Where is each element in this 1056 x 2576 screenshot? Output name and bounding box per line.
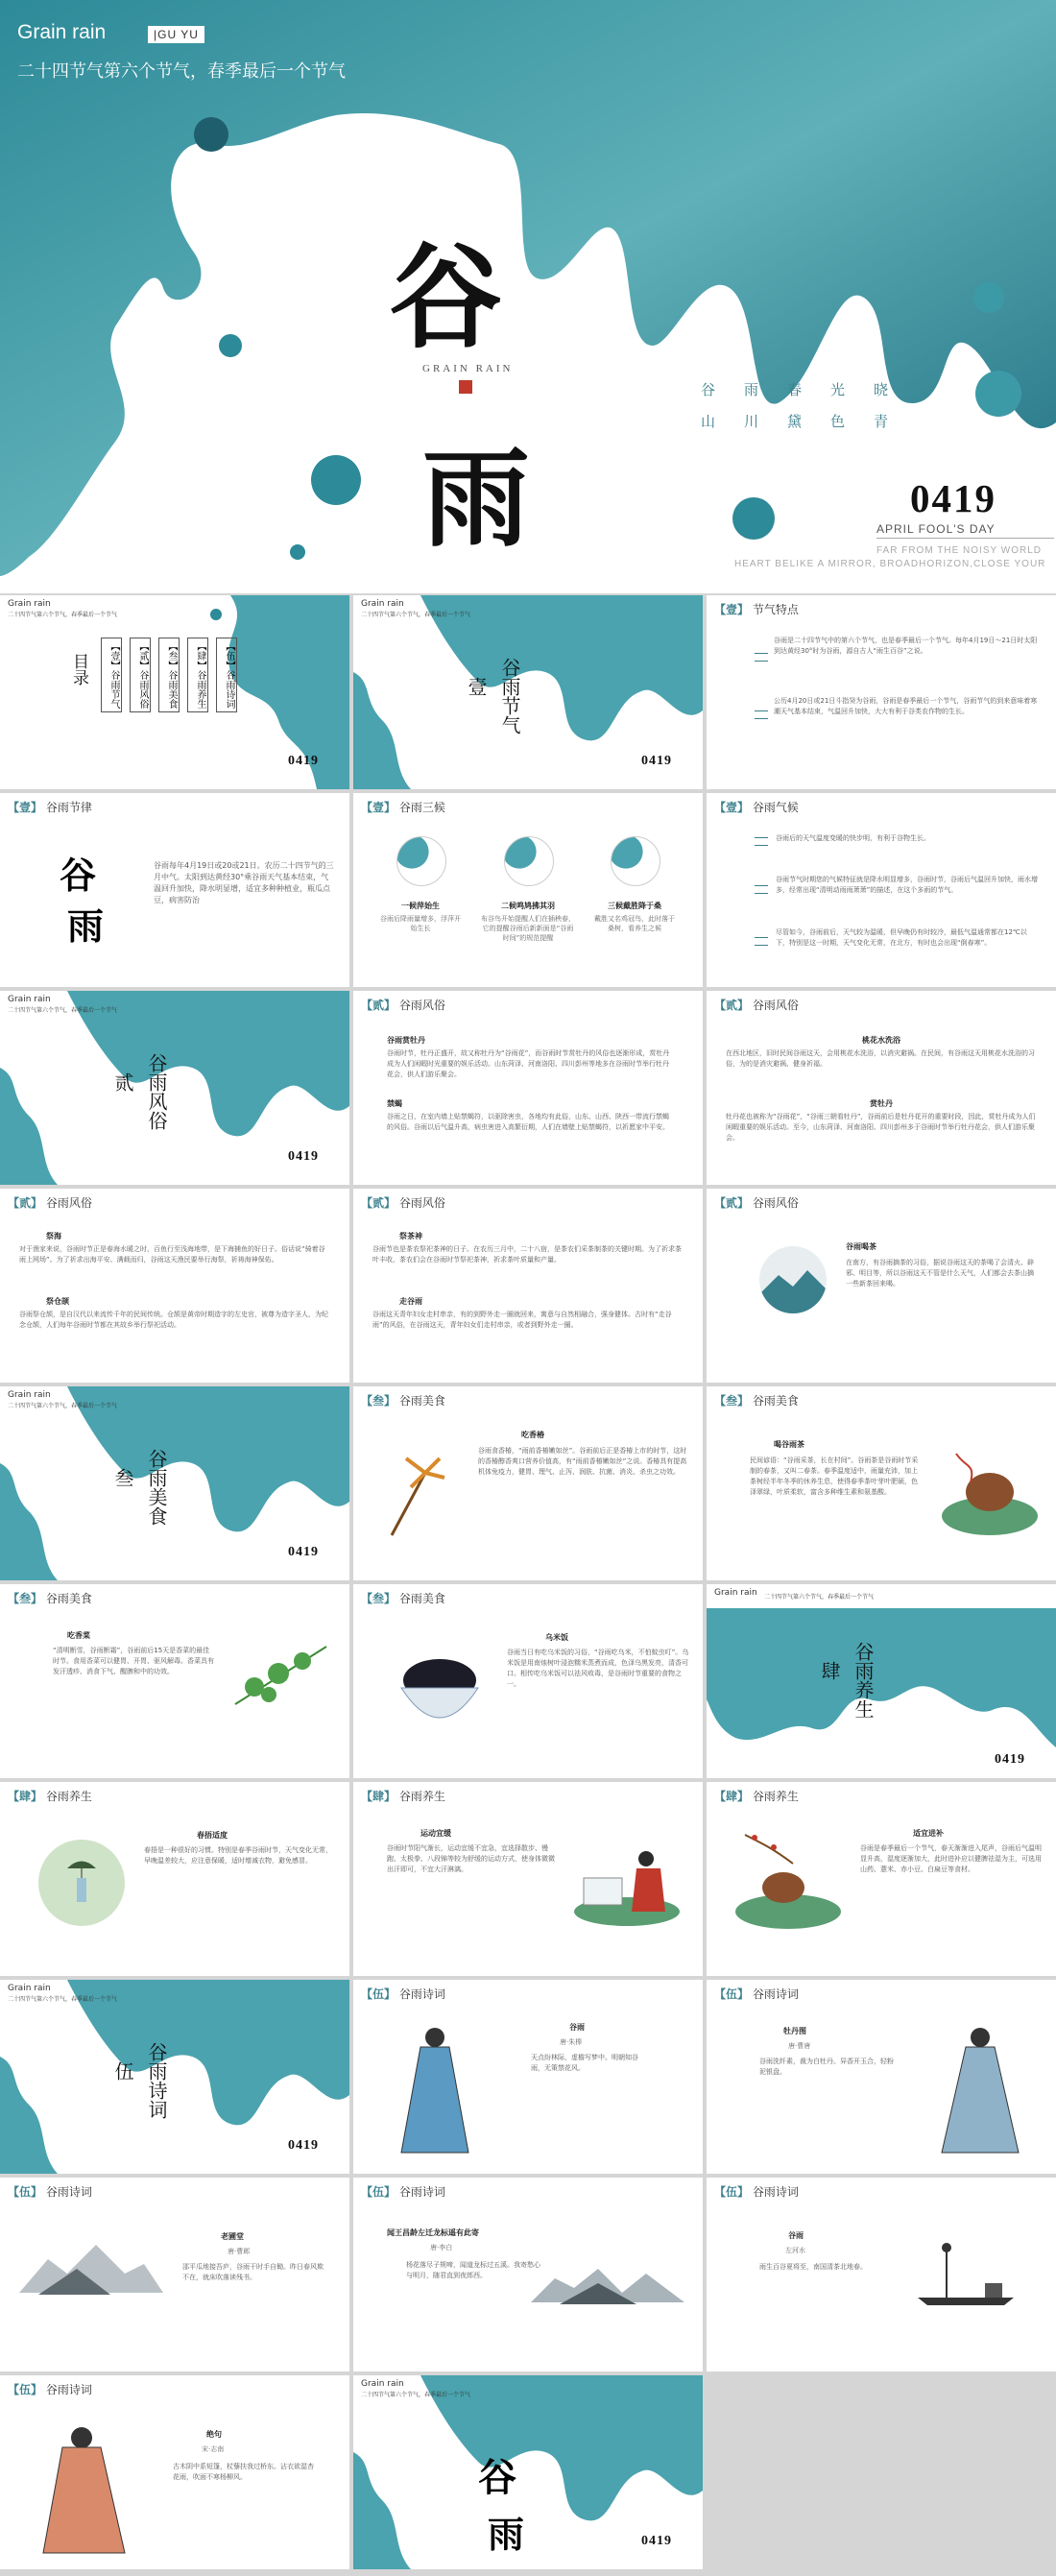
heading-number: 【伍】 bbox=[361, 2185, 396, 2199]
heading-title: 谷雨诗词 bbox=[398, 2185, 445, 2199]
toc-item-2[interactable]: 【贰】谷雨风俗 bbox=[130, 638, 151, 712]
custom-1-title: 桃花水洗浴 bbox=[862, 1036, 900, 1045]
custom-1-title: 祭海 bbox=[46, 1232, 61, 1240]
toc-title: 目录 bbox=[69, 653, 88, 686]
heading-title: 谷雨诗词 bbox=[398, 1987, 445, 2001]
phase-3-image bbox=[611, 836, 660, 886]
poem-author: 唐·李白 bbox=[430, 2244, 453, 2251]
slide-heading bbox=[361, 997, 445, 1013]
section-number: 贰 bbox=[111, 1072, 134, 1092]
heading-title: 节气特点 bbox=[752, 603, 799, 616]
slide-heading bbox=[714, 1788, 799, 1804]
phase-2-text: 布谷鸟开始提醒人们在插秧春，它的提醒谷雨后新新面是“谷雨时间”的规范提醒 bbox=[481, 915, 575, 942]
section-number: 肆 bbox=[818, 1661, 841, 1680]
rhythm-paragraph: 谷雨每年4月19日或20或21日。农历二十四节气的三月中气。太阳到达黄经30°乘谷雨天气基本结束，气温回升加快，降水明显增，适宜多种种植业，瓶瓜点豆，病害防治 bbox=[154, 861, 334, 904]
divider-line bbox=[876, 538, 1054, 539]
slide-section-5[interactable] bbox=[0, 1980, 349, 2174]
slide-date: 0419 bbox=[288, 754, 319, 768]
health-text: 谷雨时节阳气渐长，运动宜缓不宜急，宜选择散步、慢跑、太极拳、八段锦等较为舒缓的运动方式，使身体微微出汗即可，不宜大汗淋漓。 bbox=[387, 1844, 555, 1873]
slide-heading bbox=[8, 1194, 92, 1211]
food-title: 乌米饭 bbox=[545, 1633, 568, 1642]
heading-number: 【叁】 bbox=[361, 1592, 396, 1605]
bullet-lines-icon bbox=[755, 653, 768, 662]
section-number: 叁 bbox=[111, 1468, 134, 1487]
slide-customs-5[interactable] bbox=[707, 1189, 1056, 1383]
poem-title: 老圃堂 bbox=[221, 2232, 244, 2241]
slide-heading bbox=[714, 1194, 799, 1211]
poem-title: 谷雨 bbox=[788, 2231, 804, 2240]
slide-poem-3[interactable] bbox=[0, 2178, 349, 2371]
poem-title: 牡丹图 bbox=[783, 2027, 806, 2035]
heading-title: 谷雨节律 bbox=[45, 801, 92, 814]
section-title: 谷雨诗词 bbox=[145, 2042, 168, 2119]
mini-brand-title: Grain rain bbox=[714, 1588, 757, 1598]
slide-health-3[interactable] bbox=[707, 1782, 1056, 1976]
heading-title: 谷雨风俗 bbox=[45, 1196, 92, 1210]
heading-number: 【伍】 bbox=[714, 1987, 750, 2001]
health-text: 谷雨是春季最后一个节气，春天渐渐进入尾声，谷雨后气温明显升高，湿度逐渐加大，此时进补应以健脾祛湿为主，可选用山药、薏米、赤小豆、白扁豆等食材。 bbox=[860, 1844, 1042, 1873]
section-number: 伍 bbox=[111, 2061, 134, 2081]
poem-line-2: 山川黛色青 bbox=[701, 413, 918, 430]
character-yu: 雨 bbox=[67, 904, 105, 948]
heading-number: 【伍】 bbox=[8, 2383, 43, 2396]
slide-heading bbox=[8, 1590, 92, 1606]
heading-number: 【贰】 bbox=[361, 999, 396, 1012]
mini-subtitle: 二十四节气第六个节气，春季最后一个节气 bbox=[8, 612, 118, 618]
cover-subtitle: 二十四节气第六个节气，春季最后一个节气 bbox=[17, 61, 346, 82]
section-title: 谷雨节气 bbox=[498, 658, 521, 734]
cover-character-yu: 雨 bbox=[422, 436, 530, 562]
slide-heading bbox=[8, 799, 92, 815]
red-seal-stamp bbox=[459, 380, 472, 394]
food-text: 谷雨当日有吃乌米饭的习俗，“谷雨吃乌米，不怕蚊虫叮”。乌米饭是用南烛树叶浸泡糯米蒸煮而成，色泽乌黑发亮，清香可口。相传吃乌米饭可以祛风败毒，是谷雨时节重要的食物之一。 bbox=[507, 1649, 689, 1688]
slide-heading bbox=[8, 1788, 92, 1804]
mini-brand-title: Grain rain bbox=[361, 599, 404, 609]
cover-english-title: GRAIN RAIN bbox=[422, 363, 514, 374]
poem-author: 左河水 bbox=[785, 2247, 805, 2254]
cover-tagline-1: FAR FROM THE NOISY WORLD bbox=[876, 545, 1042, 556]
health-title: 运动宜缓 bbox=[420, 1829, 451, 1838]
poem-author: 唐·曹邺 bbox=[228, 2248, 251, 2255]
heading-number: 【伍】 bbox=[8, 2185, 43, 2199]
slide-section-2[interactable] bbox=[0, 991, 349, 1185]
slide-date: 0419 bbox=[288, 1545, 319, 1559]
mini-subtitle: 二十四节气第六个节气，春季最后一个节气 bbox=[764, 1594, 875, 1601]
food-title: 喝谷雨茶 bbox=[774, 1440, 804, 1449]
slide-customs-4[interactable] bbox=[353, 1189, 703, 1383]
heading-title: 谷雨养生 bbox=[752, 1790, 799, 1803]
poem-text: 邵平瓜地接吾庐，谷雨干时手自锄。昨日春风欺不在，就床吹落读残书。 bbox=[182, 2263, 324, 2281]
heading-title: 谷雨风俗 bbox=[398, 999, 445, 1012]
health-text: 春捂是一种很好的习惯。特别是春季谷雨时节，天气变化无常，早晚温差较大，应注意保暖，适时增减衣物，避免感冒。 bbox=[144, 1846, 332, 1865]
slide-customs-3[interactable] bbox=[0, 1189, 349, 1383]
slide-heading bbox=[8, 2381, 92, 2397]
slide-heading bbox=[361, 1788, 445, 1804]
heading-title: 谷雨诗词 bbox=[45, 2185, 92, 2199]
phase-3-title: 三候戴胜降于桑 bbox=[608, 902, 661, 910]
cover-character-gu: 谷 bbox=[389, 230, 503, 364]
toc-item-3[interactable]: 【叁】谷雨美食 bbox=[158, 638, 180, 712]
slide-heading bbox=[361, 1194, 445, 1211]
heading-number: 【壹】 bbox=[714, 801, 750, 814]
custom-1-title: 谷雨赏牡丹 bbox=[387, 1036, 425, 1045]
slide-heading bbox=[361, 2183, 445, 2200]
custom-1-text: 谷雨时节，牡丹正盛开，故又称牡丹为“谷雨花”，而谷雨时节赏牡丹的风俗也逐渐形成，赏牡丹成为人们闲暇时光重要的娱乐活动。山东菏泽、河南洛阳、四川彭州等地多在谷雨时节举行牡丹花会，供人们游乐聚会。 bbox=[387, 1049, 670, 1078]
slide-heading bbox=[361, 1590, 445, 1606]
heading-title: 谷雨风俗 bbox=[752, 999, 799, 1012]
custom-2-text: 谷雨祭仓颉，是自汉代以来流传千年的民间传统。仓颉是黄帝时期造字的左史官，被尊为造字圣人，为纪念仓颉，人们每年谷雨时节都在其故乡举行祭祀活动。 bbox=[19, 1311, 328, 1329]
paragraph-2: 公历4月20日或21日斗指癸为谷雨，谷雨是春季最后一个节气，谷雨节气的到来意味着寒潮天气基本结束，气温回升加快，大大有利于谷类农作物的生长。 bbox=[774, 697, 1038, 715]
custom-1-text: 对于渔家来说，谷雨时节正是春海水暖之时，百鱼行至浅海地带，是下海捕鱼的好日子。俗话说“骑着谷雨上网场”。为了祈求出海平安、满载而归，谷雨这天渔民要举行海祭，祈祷海神保佑。 bbox=[19, 1245, 325, 1264]
climate-paragraph-1: 谷雨后的天气温度变暖的快步明，有利于谷物生长。 bbox=[776, 834, 930, 842]
slide-jieqi-rhythm[interactable] bbox=[0, 793, 349, 987]
mini-subtitle: 二十四节气第六个节气，春季最后一个节气 bbox=[361, 612, 471, 618]
heading-number: 【叁】 bbox=[8, 1592, 43, 1605]
slide-poem-5[interactable] bbox=[707, 2178, 1056, 2371]
section-title: 谷雨美食 bbox=[145, 1449, 168, 1526]
boatman-image bbox=[908, 2230, 1033, 2317]
custom-2-text: 谷雨之日，在室内墙上贴禁蝎符，以驱除害虫，各地均有此俗，山东、山西、陕西一带流行禁蝎的风俗。谷雨以后气温升高，病虫害进入高繁衍期，人们在墙壁上贴禁蝎符，以祈愿家中平安。 bbox=[387, 1113, 669, 1131]
poem-line-1: 谷雨春光晓 bbox=[701, 381, 918, 398]
custom-2-title: 祭仓颉 bbox=[46, 1297, 69, 1306]
section-title: 谷雨风俗 bbox=[145, 1053, 168, 1130]
custom-2-text: 牡丹花也被称为“谷雨花”，“谷雨三朝看牡丹”，谷雨前后是牡丹花开的重要时段，因此，赏牡丹成为人们闲暇重要的娱乐活动。至今，山东菏泽、河南洛阳、四川彭州多于谷雨时节举行牡丹花会，供人们游乐聚会。 bbox=[726, 1113, 1036, 1142]
slide-heading bbox=[361, 1392, 445, 1408]
slide-food-4[interactable] bbox=[353, 1584, 703, 1778]
cover-date-english: APRIL FOOL'S DAY bbox=[876, 522, 996, 536]
coriander-image bbox=[226, 1637, 336, 1714]
brand-tag: |GU YU bbox=[148, 26, 204, 43]
bullet-lines-icon bbox=[755, 885, 768, 894]
black-rice-bowl-image bbox=[392, 1642, 488, 1738]
slide-climate[interactable] bbox=[707, 793, 1056, 987]
slide-section-1[interactable] bbox=[353, 595, 703, 789]
custom-1-title: 祭茶神 bbox=[399, 1232, 422, 1240]
poem-text: 天点纷林际，虚檐写梦中。明朝知谷雨，无策禁花风。 bbox=[531, 2054, 638, 2072]
slide-heading bbox=[714, 2183, 799, 2200]
slide-poem-2[interactable] bbox=[707, 1980, 1056, 2174]
poem-author: 宋·志南 bbox=[202, 2445, 225, 2453]
heading-number: 【肆】 bbox=[361, 1790, 396, 1803]
slide-section-3[interactable] bbox=[0, 1386, 349, 1580]
phase-1-image bbox=[396, 836, 446, 886]
toc-item-4[interactable]: 【肆】谷雨养生 bbox=[187, 638, 208, 712]
phase-2-image bbox=[504, 836, 554, 886]
cover-tagline-2: HEART BELIKE A MIRROR, BROADHORIZON,CLOSE YOUR bbox=[734, 559, 1046, 569]
slide-health-1[interactable] bbox=[0, 1782, 349, 1976]
phase-1-text: 谷雨后降雨量增多，浮萍开始生长 bbox=[380, 915, 461, 932]
heading-number: 【壹】 bbox=[714, 603, 750, 616]
teapot-image bbox=[937, 1434, 1043, 1540]
food-title: 吃香菜 bbox=[67, 1631, 90, 1640]
mini-subtitle: 二十四节气第六个节气，春季最后一个节气 bbox=[361, 2392, 471, 2398]
mini-brand-title: Grain rain bbox=[8, 599, 51, 609]
slide-customs-1[interactable] bbox=[353, 991, 703, 1185]
section-title: 谷雨养生 bbox=[852, 1642, 875, 1719]
slide-date: 0419 bbox=[995, 1752, 1025, 1767]
slide-customs-2[interactable] bbox=[707, 991, 1056, 1185]
heading-title: 谷雨美食 bbox=[398, 1394, 445, 1408]
heading-number: 【贰】 bbox=[714, 1196, 750, 1210]
slide-three-phases[interactable] bbox=[353, 793, 703, 987]
health-title: 春捂适度 bbox=[197, 1831, 228, 1840]
slide-heading bbox=[714, 1986, 799, 2002]
food-text: 谷雨食香椿，“雨前香椿嫩如丝”。谷雨前后正是香椿上市的时节，这时的香椿醇香爽口营养价值高，有“雨前香椿嫩如丝”之说。香椿具有提高机体免疫力，健胃、理气、止泻、润肤、抗菌、消炎、杀虫之功效。 bbox=[478, 1447, 687, 1476]
heading-number: 【贰】 bbox=[8, 1196, 43, 1210]
heading-number: 【伍】 bbox=[714, 2185, 750, 2199]
custom-text: 在南方，有谷雨摘茶的习俗，据说谷雨这天的茶喝了会清火、辟邪、明目等，所以谷雨这天不管是什么天气，人们都会去茶山摘一些新茶回来喝。 bbox=[846, 1259, 1034, 1288]
heading-title: 谷雨美食 bbox=[752, 1394, 799, 1408]
slide-date: 0419 bbox=[641, 2534, 672, 2548]
character-gu: 谷 bbox=[60, 854, 97, 897]
heading-number: 【叁】 bbox=[361, 1394, 396, 1408]
slide-date: 0419 bbox=[288, 1149, 319, 1164]
poem-text: 杨花落尽子规啼，闻道龙标过五溪。我寄愁心与明月，随君直到夜郎西。 bbox=[406, 2261, 540, 2279]
cover-date: 0419 bbox=[910, 476, 996, 520]
tea-landscape-image bbox=[759, 1246, 827, 1313]
poem-text: 谷雨洗纤素，裁为白牡丹。异香开玉合，轻粉泥银盘。 bbox=[759, 2058, 894, 2076]
heading-number: 【叁】 bbox=[714, 1394, 750, 1408]
scholar-figure-image bbox=[927, 2018, 1033, 2162]
custom-2-title: 走谷雨 bbox=[399, 1297, 422, 1306]
heading-number: 【壹】 bbox=[361, 801, 396, 814]
heading-title: 谷雨风俗 bbox=[398, 1196, 445, 1210]
slide-date: 0419 bbox=[288, 2138, 319, 2153]
slide-heading bbox=[714, 799, 799, 815]
health-title: 适宜进补 bbox=[913, 1829, 944, 1838]
custom-title: 谷雨喝茶 bbox=[846, 1242, 876, 1251]
custom-1-text: 在西北地区，旧时民间谷雨这天，会用桃花水洗浴，以消灾避祸。在民间，有谷雨这天用桃花水洗浴的习俗，为的是消灾避祸、健身祈福。 bbox=[726, 1049, 1035, 1068]
heading-title: 谷雨诗词 bbox=[752, 2185, 799, 2199]
ink-mountain-image bbox=[19, 2235, 163, 2302]
slide-heading bbox=[714, 601, 799, 617]
climate-paragraph-2: 谷雨节气时期您的气候特征就是降水明显增多，谷雨时节，谷雨后气温回升加快，雨水增多，经常出现“清明动雨雨萧萧”的描述，在这个多雨的节气。 bbox=[776, 876, 1038, 894]
brand-title: Grain rain bbox=[17, 21, 107, 43]
mini-subtitle: 二十四节气第六个节气，春季最后一个节气 bbox=[8, 1007, 118, 1014]
umbrella-girl-image bbox=[38, 1840, 125, 1926]
slide-heading bbox=[714, 997, 799, 1013]
phase-1-title: 一候萍始生 bbox=[401, 902, 440, 910]
mini-brand-title: Grain rain bbox=[361, 2379, 404, 2389]
poem-text: 古木阴中系短篷，杖藜扶我过桥东。沾衣欲湿杏花雨，吹面不寒杨柳风。 bbox=[173, 2463, 314, 2481]
heading-title: 谷雨养生 bbox=[398, 1790, 445, 1803]
heading-title: 谷雨美食 bbox=[398, 1592, 445, 1605]
custom-2-text: 谷雨这天青年妇女走村串亲，有的到野外走一圈就回来，寓意与自然相融合，强身健体。古时有“走谷雨”的风俗，在谷雨这天，青年妇女们走村串亲，或者到野外走一圈。 bbox=[372, 1311, 672, 1329]
poem-title: 闻王昌龄左迁龙标遥有此寄 bbox=[387, 2228, 479, 2237]
ink-mountain-image bbox=[531, 2254, 684, 2312]
teapot-branch-image bbox=[731, 1820, 846, 1936]
heading-title: 谷雨气候 bbox=[752, 801, 799, 814]
food-text: “清明断雪，谷雨断霜”，谷雨前后15天是香菜的最佳时节。食用香菜可以健胃、开胃、驱风解毒。香菜具有发汗透疹、消食下气、醒脾和中的功效。 bbox=[53, 1647, 214, 1675]
heading-title: 谷雨诗词 bbox=[45, 2383, 92, 2396]
poem-text: 雨生百谷夏将至，南国清茶北地春。 bbox=[759, 2263, 867, 2271]
painting-lady-image bbox=[569, 1835, 684, 1931]
heading-number: 【肆】 bbox=[8, 1790, 43, 1803]
heading-number: 【壹】 bbox=[8, 801, 43, 814]
bullet-lines-icon bbox=[755, 937, 768, 946]
closing-character-yu: 雨 bbox=[488, 2513, 525, 2556]
custom-2-title: 禁蝎 bbox=[387, 1099, 402, 1108]
mini-brand-title: Grain rain bbox=[8, 995, 51, 1004]
food-text: 民间谚语：“谷雨采茶，长在村间”。谷雨茶是谷雨时节采制的春茶，又叫二春茶。春季温度适中，雨量充沛，加上茶树经半年冬季的休养生息，使得春季茶叶芽叶肥硕，色泽翠绿，叶质柔软，富含多种维生素和氨基酸。 bbox=[750, 1457, 919, 1496]
toc-item-5[interactable]: 【伍】谷雨诗词 bbox=[216, 638, 237, 712]
slide-health-2[interactable] bbox=[353, 1782, 703, 1976]
poem-author: 唐·朱槔 bbox=[560, 2038, 583, 2046]
heading-title: 谷雨风俗 bbox=[752, 1196, 799, 1210]
slide-food-3[interactable] bbox=[0, 1584, 349, 1778]
slide-poem-1[interactable] bbox=[353, 1980, 703, 2174]
slide-jieqi-features[interactable] bbox=[707, 595, 1056, 789]
heading-number: 【贰】 bbox=[714, 999, 750, 1012]
scholar-figure-image bbox=[34, 2414, 130, 2558]
mini-brand-title: Grain rain bbox=[8, 1390, 51, 1400]
slide-food-1[interactable] bbox=[353, 1386, 703, 1580]
heading-number: 【肆】 bbox=[714, 1790, 750, 1803]
slide-poem-6[interactable] bbox=[0, 2375, 349, 2569]
phase-2-title: 二候鸣鸠拂其羽 bbox=[501, 902, 555, 910]
slide-food-2[interactable] bbox=[707, 1386, 1056, 1580]
slide-heading bbox=[8, 2183, 92, 2200]
mini-brand-title: Grain rain bbox=[8, 1984, 51, 1993]
slide-heading bbox=[361, 1986, 445, 2002]
custom-1-text: 谷雨节也是茶农祭祀茶神的日子。在农历三月中，二十八宿，是茶农们采茶制茶的关键时期。为了祈求茶叶丰收，茶农们会在谷雨时节祭祀茶神，祈求茶叶质量和产量。 bbox=[372, 1245, 682, 1264]
toon-sprout-image bbox=[382, 1454, 449, 1540]
heading-title: 谷雨养生 bbox=[45, 1790, 92, 1803]
poem-title: 谷雨 bbox=[569, 2023, 585, 2032]
slide-toc[interactable] bbox=[0, 595, 349, 789]
climate-paragraph-3: 尽管如今，谷雨前后，天气较为温暖，但早晚仍有时较冷，最低气温通常都在12℃以下，特别是这一时期，天气变化无常，在北方，有时也会出现“倒春寒”。 bbox=[776, 928, 1027, 947]
phase-3-text: 戴胜又名鸡冠鸟，此时落于桑树，看养生之候 bbox=[594, 915, 675, 932]
custom-2-title: 赏牡丹 bbox=[870, 1099, 893, 1108]
closing-character-gu: 谷 bbox=[478, 2455, 516, 2500]
scholar-figure-image bbox=[392, 2018, 478, 2162]
cover-slide bbox=[0, 0, 1056, 593]
mini-subtitle: 二十四节气第六个节气，春季最后一个节气 bbox=[8, 1996, 118, 2003]
food-title: 吃香椿 bbox=[521, 1431, 544, 1439]
bullet-lines-icon bbox=[755, 710, 768, 719]
heading-title: 谷雨美食 bbox=[45, 1592, 92, 1605]
heading-number: 【贰】 bbox=[361, 1196, 396, 1210]
section-number: 壹 bbox=[465, 677, 488, 696]
slide-heading bbox=[714, 1392, 799, 1408]
heading-number: 【伍】 bbox=[361, 1987, 396, 2001]
poem-author: 唐·曹唐 bbox=[788, 2042, 811, 2050]
poem-title: 绝句 bbox=[206, 2430, 222, 2439]
toc-item-1[interactable]: 【壹】谷雨节气 bbox=[101, 638, 122, 712]
bullet-lines-icon bbox=[755, 837, 768, 846]
slide-heading bbox=[361, 799, 445, 815]
slide-poem-4[interactable] bbox=[353, 2178, 703, 2371]
paragraph-1: 谷雨是二十四节气中的第六个节气，也是春季最后一个节气。每年4月19日～21日时太阳到达黄经30°时为谷雨，源自古人“雨生百谷”之说。 bbox=[774, 637, 1038, 655]
slide-closing[interactable] bbox=[353, 2375, 703, 2569]
heading-title: 谷雨诗词 bbox=[752, 1987, 799, 2001]
mini-subtitle: 二十四节气第六个节气，春季最后一个节气 bbox=[8, 1403, 118, 1409]
slide-date: 0419 bbox=[641, 754, 672, 768]
slide-section-4[interactable] bbox=[707, 1584, 1056, 1778]
heading-title: 谷雨三候 bbox=[398, 801, 445, 814]
